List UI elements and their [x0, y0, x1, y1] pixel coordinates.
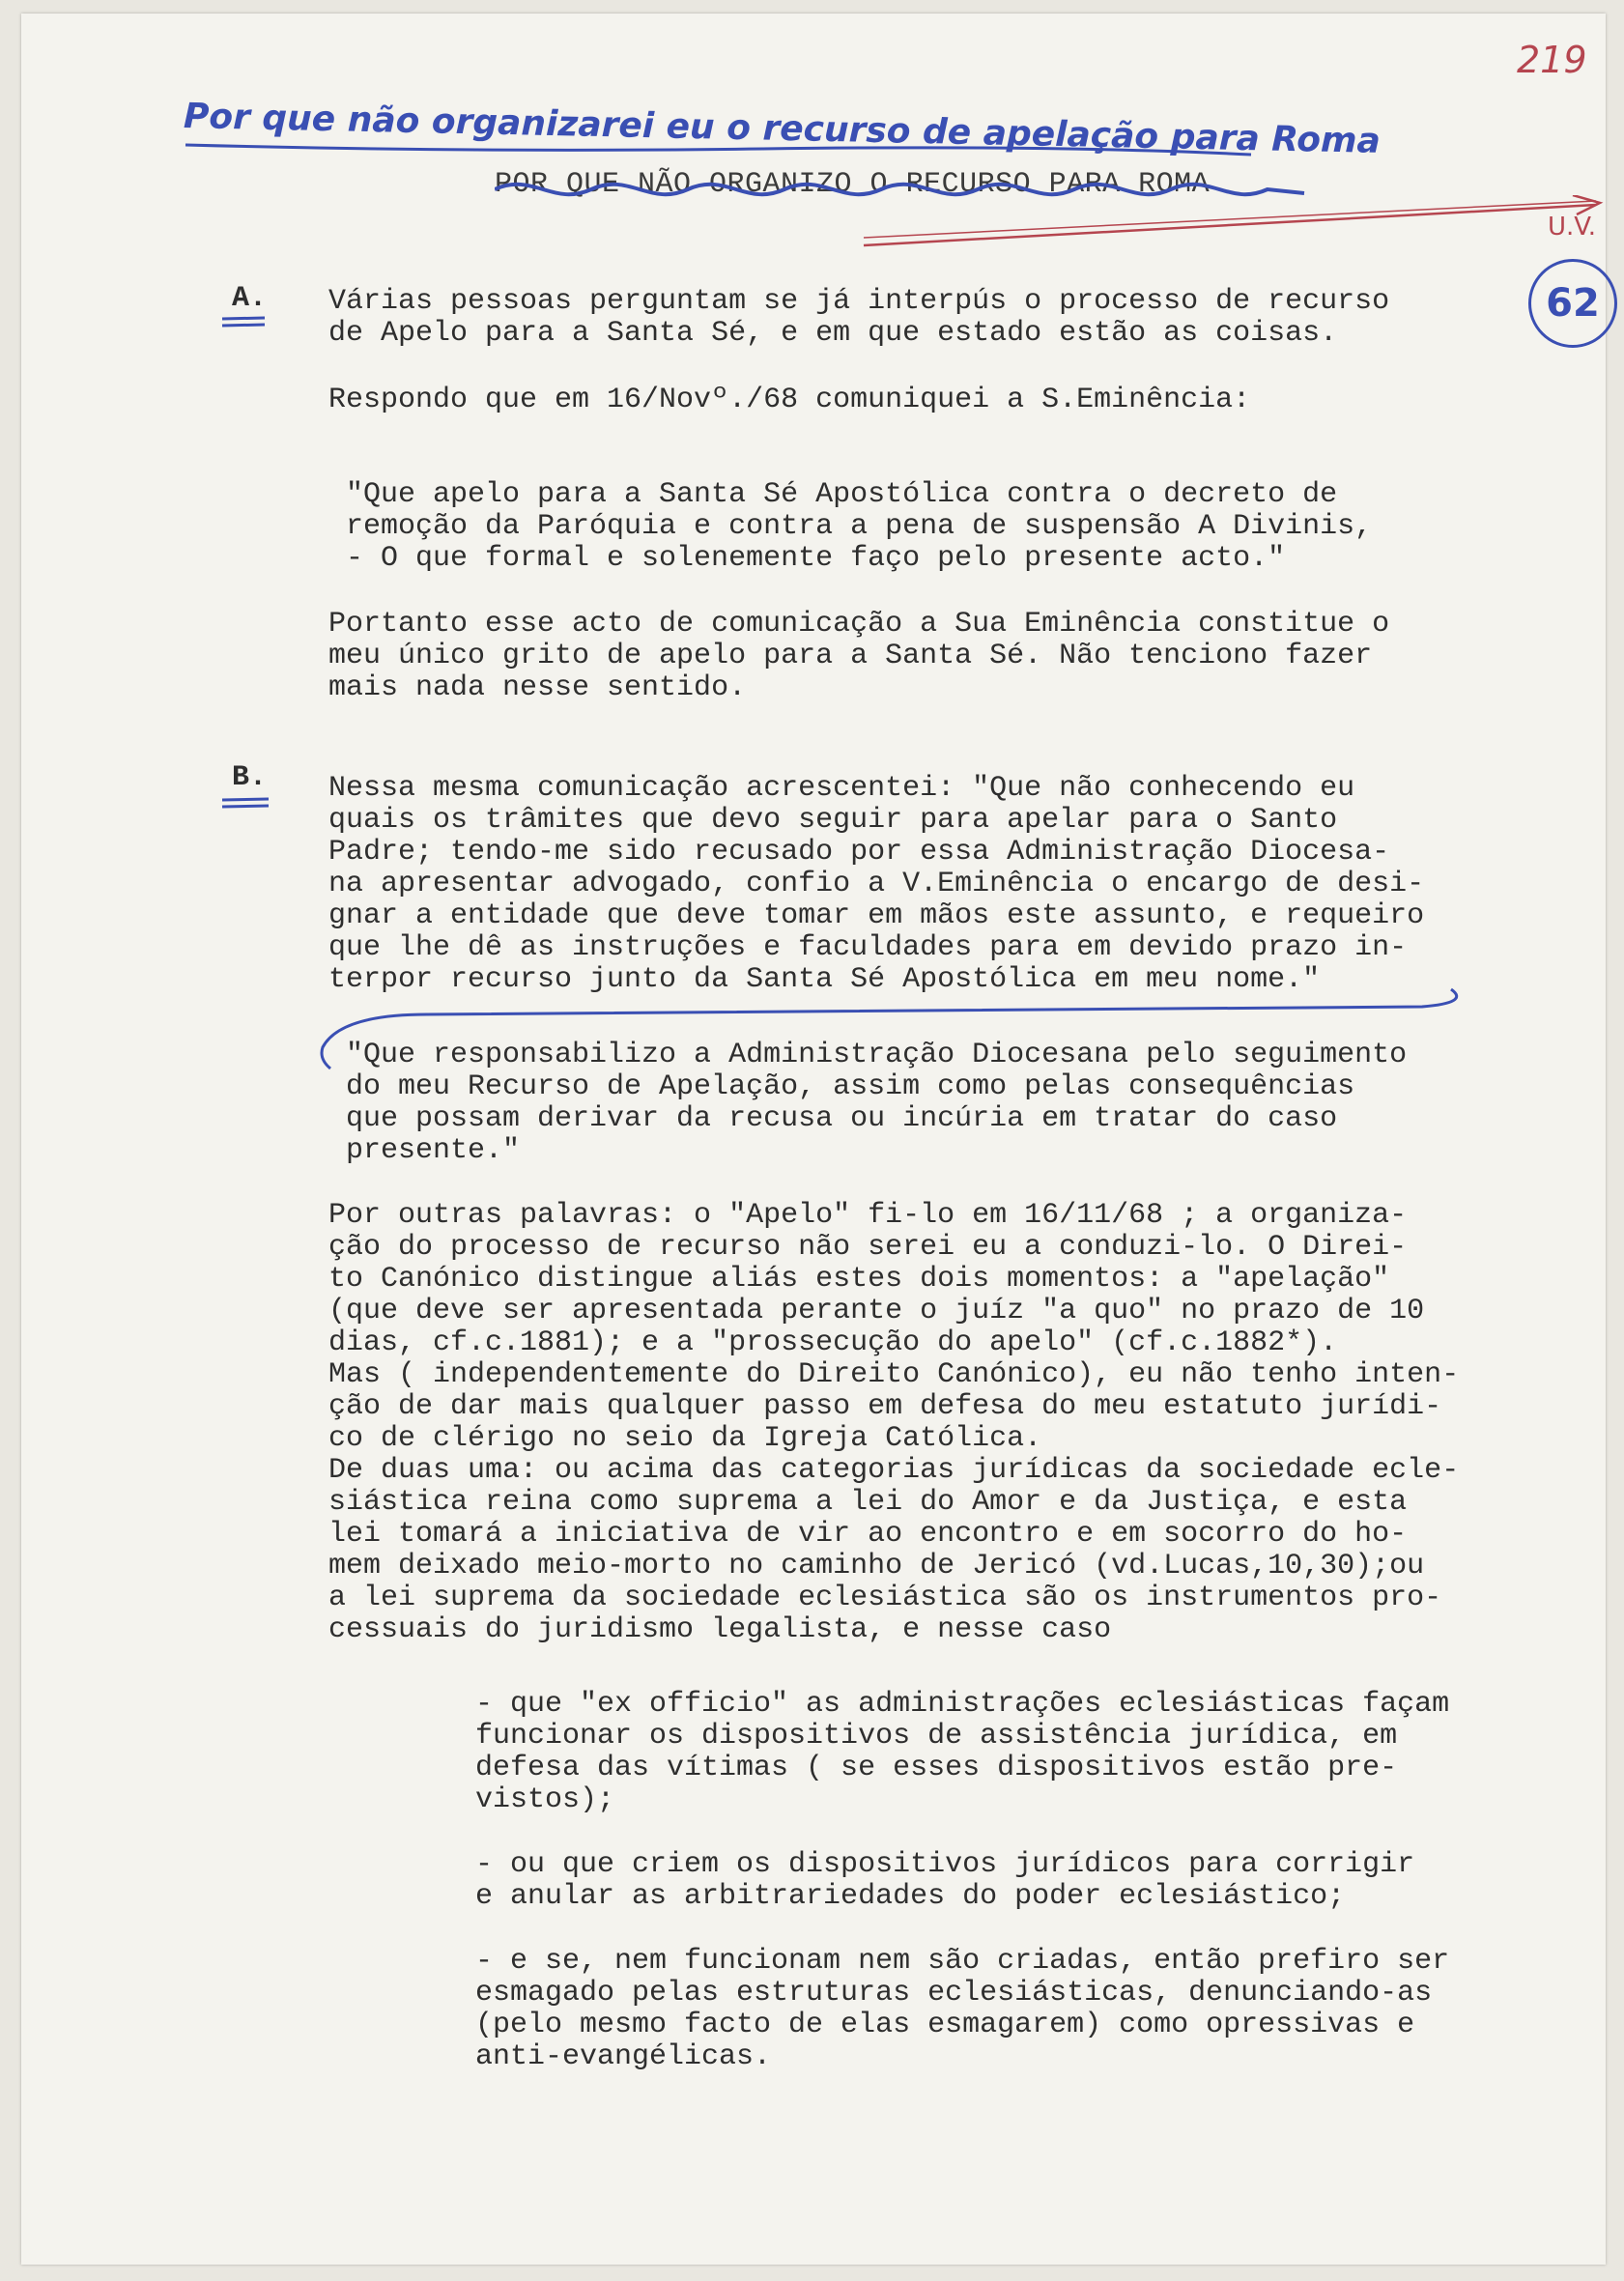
- circled-number: 62: [1528, 259, 1617, 348]
- typed-title: POR QUE NÃO ORGANIZO O RECURSO PARA ROMA: [495, 168, 1211, 201]
- page-number: 219: [1517, 39, 1587, 81]
- document-page: [21, 14, 1606, 2265]
- section-b-paragraph-1: Nessa mesma comunicação acrescentei: "Que não conhecendo eu quais os trâmites que devo seguir para apelar para o Santo Padre; tendo-me sido recusado por essa Administração Diocesa- na apresentar advogado, confio a V.Eminência o encargo de desi- gnar a entidade que deve tomar em mãos este assunto, e requeiro que lhe dê as instruções e faculdades para em devido prazo in- terpor recurso junto da Santa Sé Apostólica em meu nome.": [328, 772, 1425, 996]
- section-a-paragraph-2: Respondo que em 16/Novº./68 comuniquei a S.Eminência:: [328, 384, 1251, 416]
- bullet-item: - ou que criem os dispositivos jurídicos para corrigir e anular as arbitrariedades do poder eclesiástico;: [475, 1848, 1415, 1913]
- section-b-paragraph-2: Por outras palavras: o "Apelo" fi-lo em 16/11/68 ; a organiza- ção do processo de recurso não serei eu a conduzi-lo. O Direi- to Canónico distingue aliás estes dois momentos: a "apelação" (que deve ser apresentada perante o juíz "a quo" no prazo de 10 dias, cf.c.1881); e a "prossecução do apelo" (cf.c.1882*). Mas ( independentemente do Direito Canónico), eu não tenho inten- ção de dar mais qualquer passo em defesa do meu estatuto jurídi- co de clérigo no seio da Igreja Católica. De duas uma: ou acima das categorias jurídicas da sociedade ecle- siástica reina como suprema a lei do Amor e da Justiça, e esta lei tomará a iniciativa de vir ao encontro e em socorro do ho- mem deixado meio-morto no caminho de Jericó (vd.Lucas,10,30);ou a lei suprema da sociedade eclesiástica são os instrumentos pro- cessuais do juridismo legalista, e nesse caso: [328, 1199, 1460, 1646]
- section-b-label: B.: [232, 761, 268, 794]
- red-arrow-line: [862, 195, 1606, 253]
- section-b-quote: "Que responsabilizo a Administração Diocesana pelo seguimento do meu Recurso de Apelação, assim como pelas consequências que possam derivar da recusa ou incúria em tratar do caso presente.": [346, 1039, 1408, 1167]
- bullet-item: - que "ex officio" as administrações eclesiásticas façam funcionar os dispositivos de assistência jurídica, em defesa das vítimas ( se esses dispositivos estão pre- vistos);: [475, 1688, 1450, 1816]
- section-a-label: A.: [232, 282, 268, 315]
- section-b-label-underline: [220, 796, 269, 810]
- section-a-paragraph-1: Várias pessoas perguntam se já interpús o processo de recurso de Apelo para a Santa Sé, e em que estado estão as coisas.: [328, 285, 1390, 350]
- section-a-quote: "Que apelo para a Santa Sé Apostólica contra o decreto de remoção da Paróquia e contra a pena de suspensão A Divinis, - O que formal e solenemente faço pelo presente acto.": [346, 478, 1373, 575]
- bullet-item: - e se, nem funcionam nem são criadas, então prefiro ser esmagado pelas estruturas eclesiásticas, denunciando-as (pelo mesmo facto de elas esmagarem) como opressivas e anti-evangélicas.: [475, 1945, 1450, 2073]
- top-right-mark: U.V.: [1548, 213, 1596, 242]
- section-a-paragraph-3: Portanto esse acto de comunicação a Sua Eminência constitue o meu único grito de apelo para a Santa Sé. Não tenciono fazer mais nada nesse sentido.: [328, 608, 1390, 704]
- handwritten-title-underline: [184, 137, 1256, 157]
- handwritten-title: Por que não organizarei eu o recurso de apelação para Roma: [183, 97, 1382, 161]
- section-a-label-underline: [220, 315, 269, 328]
